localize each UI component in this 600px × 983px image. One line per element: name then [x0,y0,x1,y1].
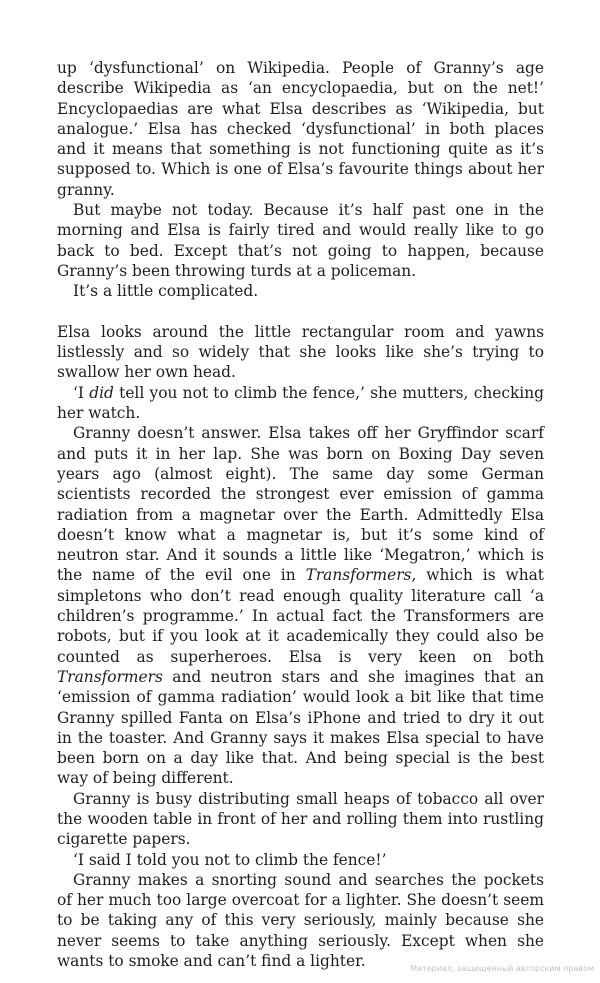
paragraph-5-text-b: tell you not to climb the fence,’ she mutters, checking her watch. [57,383,544,423]
paragraph-4 [57,322,544,383]
paragraph-6 [57,423,544,788]
paragraph-3-text: It’s a little complicated. [73,282,259,301]
paragraph-6-title-transformers-2: Transformers [57,667,163,686]
book-page-body [57,58,544,971]
copyright-watermark: Материал, защищенный авторским правом [410,964,594,973]
paragraph-1 [57,58,544,200]
paragraph-5-emphasis: did [89,383,114,402]
paragraph-7-text: Granny is busy distributing small heaps of tobacco all over the wooden table in front of her and rolling them into rustling cigarette papers. [57,789,544,849]
paragraph-2-text: But maybe not today. Because it’s half past one in the morning and Elsa is fairly tired and would really like to go back to bed. Except that’s not going to happen, because Granny’s been throwing turds at a policeman. [57,201,544,280]
section-break [57,302,544,322]
paragraph-3 [57,281,544,301]
paragraph-8-text: ‘I said I told you not to climb the fence!’ [73,850,387,869]
paragraph-5 [57,383,544,424]
paragraph-6-text-c: and neutron stars and she imagines that an ‘emission of gamma radiation’ would look a bit like that time Granny spilled Fanta on Elsa’s iPhone and tried to dry it out in the toaster. And Granny says it makes Elsa special to have been born on a day like that. And being special is the best way of being different. [57,667,544,788]
paragraph-1-text: up ‘dysfunctional’ on Wikipedia. People of Granny’s age describe Wikipedia as ‘an encyclopaedia, but on the net!’ Encyclopaedias are what Elsa describes as ‘Wikipedia, but analogue.’ Elsa has checked ‘dysfunctional’ in both places and it means that something is not functioning quite as it’s supposed to. Which is one of Elsa’s favourite things about her granny. [57,59,544,199]
paragraph-7 [57,789,544,850]
paragraph-6-text-a: Granny doesn’t answer. Elsa takes off her Gryffindor scarf and puts it in her lap. She was born on Boxing Day seven years ago (almost eight). The same day some German scientists recorded the strongest ever emission of gamma radiation from a magnetar over the Earth. Admittedly Elsa doesn’t know what a magnetar is, but it’s some kind of neutron star. And it sounds a little like ‘Megatron,’ which is the name of the evil one in [57,424,544,585]
paragraph-4-text: Elsa looks around the little rectangular room and yawns listlessly and so widely that she looks like she’s trying to swallow her own head. [57,322,544,382]
paragraph-6-title-transformers: Transformers [305,566,412,585]
paragraph-8 [57,850,544,870]
paragraph-2 [57,200,544,281]
paragraph-6-text-b: , which is what simpletons who don’t read enough quality literature call ‘a children’s programme.’ In actual fact the Transformers are robots, but if you look at it academically they could also be counted as superheroes. Elsa is very keen on both [57,566,544,666]
paragraph-9-text: Granny makes a snorting sound and searches the pockets of her much too large overcoat for a lighter. She doesn’t seem to be taking any of this very seriously, mainly because she never seems to take anything seriously. Except when she wants to smoke and can’t find a lighter. [57,870,544,971]
paragraph-9 [57,870,544,971]
paragraph-5-text-a: ‘I [73,383,90,402]
